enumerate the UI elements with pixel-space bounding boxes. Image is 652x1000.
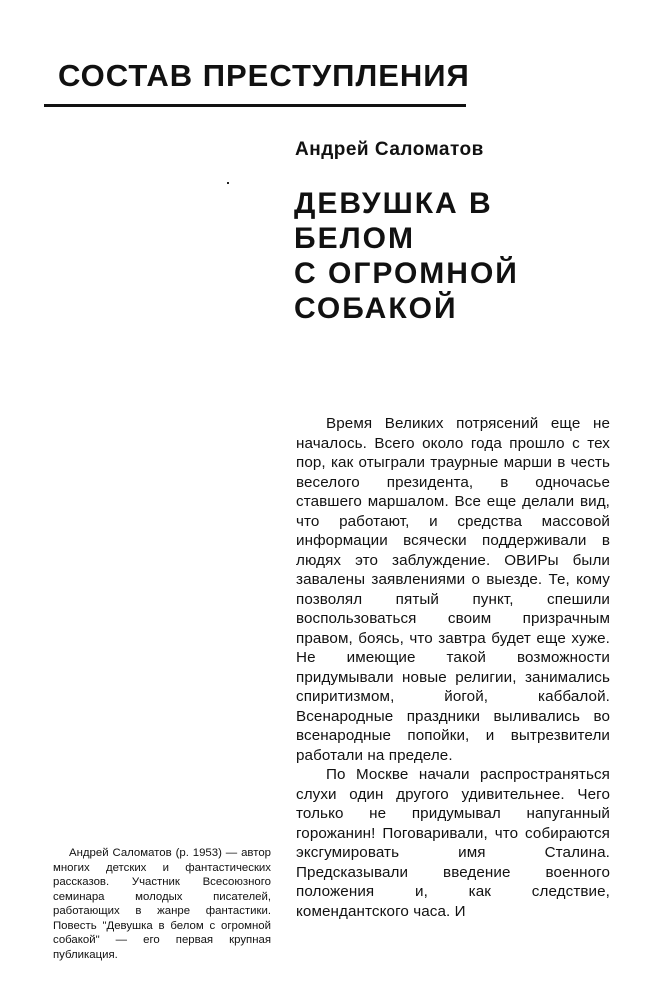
article-author: Андрей Саломатов — [295, 139, 484, 160]
bio-paragraph: Андрей Саломатов (р. 1953) — автор многих детских и фантастических рассказов. Участник Всесоюзного семинара молодых писателей, работающих в жанре фантастики. Повесть "Девушка в белом с огромной собакой" — его первая крупная публикация. — [53, 847, 271, 961]
title-line: БЕЛОМ — [294, 222, 415, 255]
body-paragraph: Время Великих потрясений еще не началось. Всего около года прошло с тех пор, как отыграли траурные марши в честь веселого президента, в одночасье ставшего маршалом. Все еще делали вид, что работают, и средства массовой информации всячески поддерживали в людях это заблуждение. ОВИРы были завалены заявлениями о выезде. Те, кому позволял пятый пункт, спешили воспользоваться своим призрачным правом, боясь, что завтра будет еще хуже. Не имеющие такой возможности придумывали новые религии, занимались спиритизмом, йогой, каббалой. Всенародные праздники выливались во всенародные попойки, и вытрезвители работали на пределе. — [296, 415, 610, 764]
print-speck — [227, 182, 229, 184]
author-bio — [53, 846, 271, 962]
title-line: С ОГРОМНОЙ — [294, 257, 519, 290]
body-paragraph: По Москве начали распространяться слухи один другого удивительнее. Чего только не придумывал напуганный горожанин! Поговаривали, что собираются эксгумировать имя Сталина. Предсказывали введение военного положения и, как следствие, комендантского часа. И — [296, 766, 610, 920]
title-line: СОБАКОЙ — [294, 292, 458, 325]
article-title — [294, 186, 614, 326]
rubric-underline — [44, 104, 466, 107]
title-line: ДЕВУШКА В — [294, 187, 493, 220]
article-body — [296, 414, 610, 921]
section-rubric: СОСТАВ ПРЕСТУПЛЕНИЯ — [58, 58, 470, 93]
